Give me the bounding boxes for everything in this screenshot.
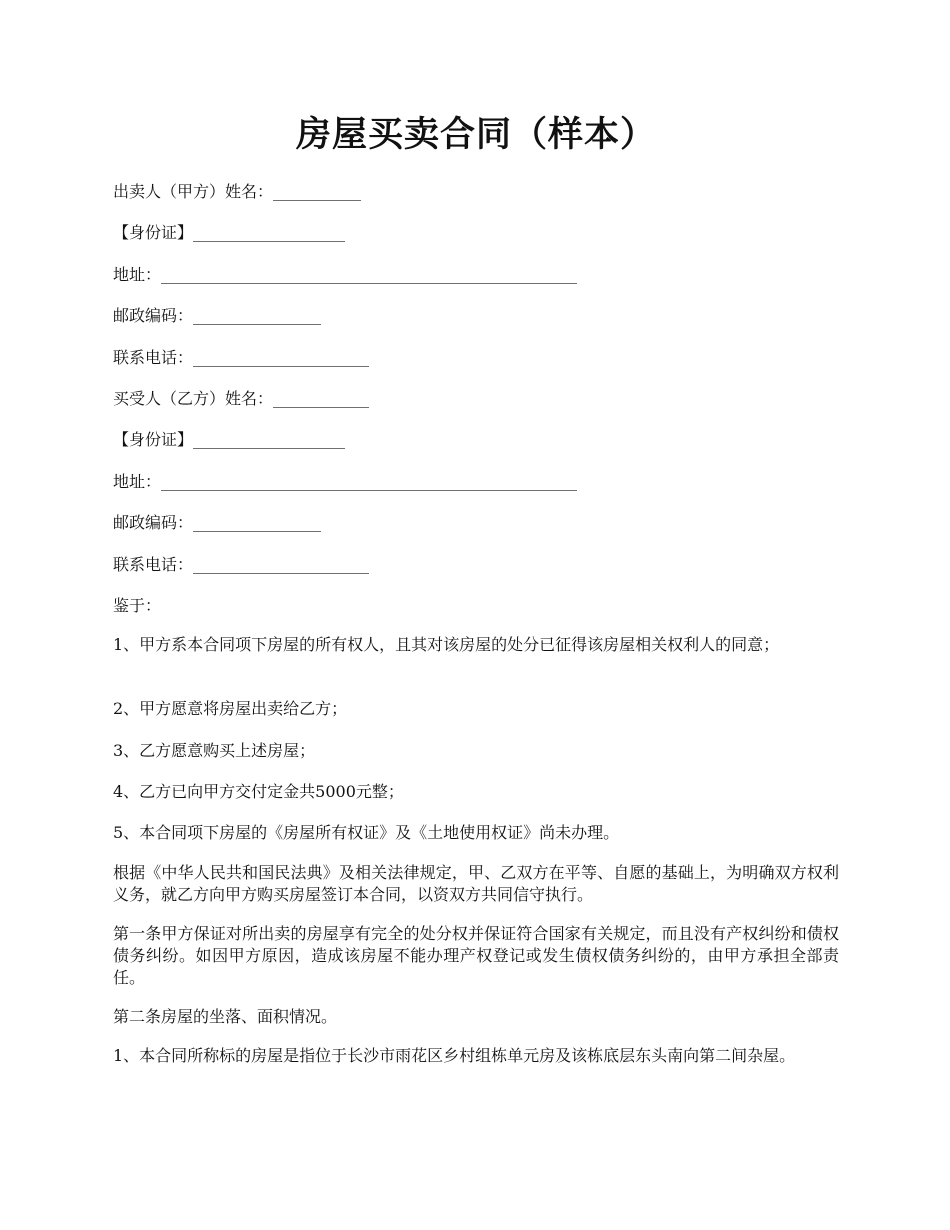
article-2-item-1: 1、本合同所称标的房屋是指位于长沙市雨花区乡村组栋单元房及该栋底层东头南向第二间杂屋。 — [113, 1046, 796, 1065]
article-2-heading: 第二条房屋的坐落、面积情况。 — [113, 1007, 338, 1026]
whereas-heading: 鉴于： — [113, 596, 162, 615]
contract-preamble: 根据《中华人民共和国民法典》及相关法律规定，甲、乙双方在平等、自愿的基础上，为明确双方权利义务，就乙方向甲方购买房屋签订本合同，以资双方共同信守执行。 — [113, 863, 839, 904]
document-title: 房屋买卖合同（样本） — [295, 114, 656, 155]
buyer-postcode-field: 邮政编码：________________ — [113, 513, 322, 532]
whereas-item-4: 4、乙方已向甲方交付定金共5000元整； — [113, 782, 404, 801]
article-1: 第一条甲方保证对所出卖的房屋享有完全的处分权并保证符合国家有关规定，而且没有产权纠纷和债权债务纠纷。如因甲方原因，造成该房屋不能办理产权登记或发生债权债务纠纷的，由甲方承担全部责任。 — [113, 924, 839, 987]
buyer-name-field: 买受人（乙方）姓名：____________ — [113, 389, 370, 408]
whereas-item-3: 3、乙方愿意购买上述房屋； — [113, 741, 316, 760]
whereas-item-1: 1、甲方系本合同项下房屋的所有权人，且其对该房屋的处分已征得该房屋相关权利人的同意； — [113, 635, 780, 654]
whereas-item-5: 5、本合同项下房屋的《房屋所有权证》及《土地使用权证》尚未办理。 — [113, 823, 620, 842]
seller-id-field: 【身份证】___________________ — [113, 223, 346, 242]
buyer-id-field: 【身份证】___________________ — [113, 430, 346, 449]
seller-phone-field: 联系电话：______________________ — [113, 348, 370, 367]
whereas-item-2: 2、甲方愿意将房屋出卖给乙方； — [113, 699, 348, 718]
seller-postcode-field: 邮政编码：________________ — [113, 306, 322, 325]
seller-name-field: 出卖人（甲方）姓名：___________ — [113, 182, 362, 201]
seller-address-field: 地址：____________________________________________________ — [113, 265, 578, 284]
buyer-address-field: 地址：____________________________________________________ — [113, 472, 578, 491]
buyer-phone-field: 联系电话：______________________ — [113, 555, 370, 574]
